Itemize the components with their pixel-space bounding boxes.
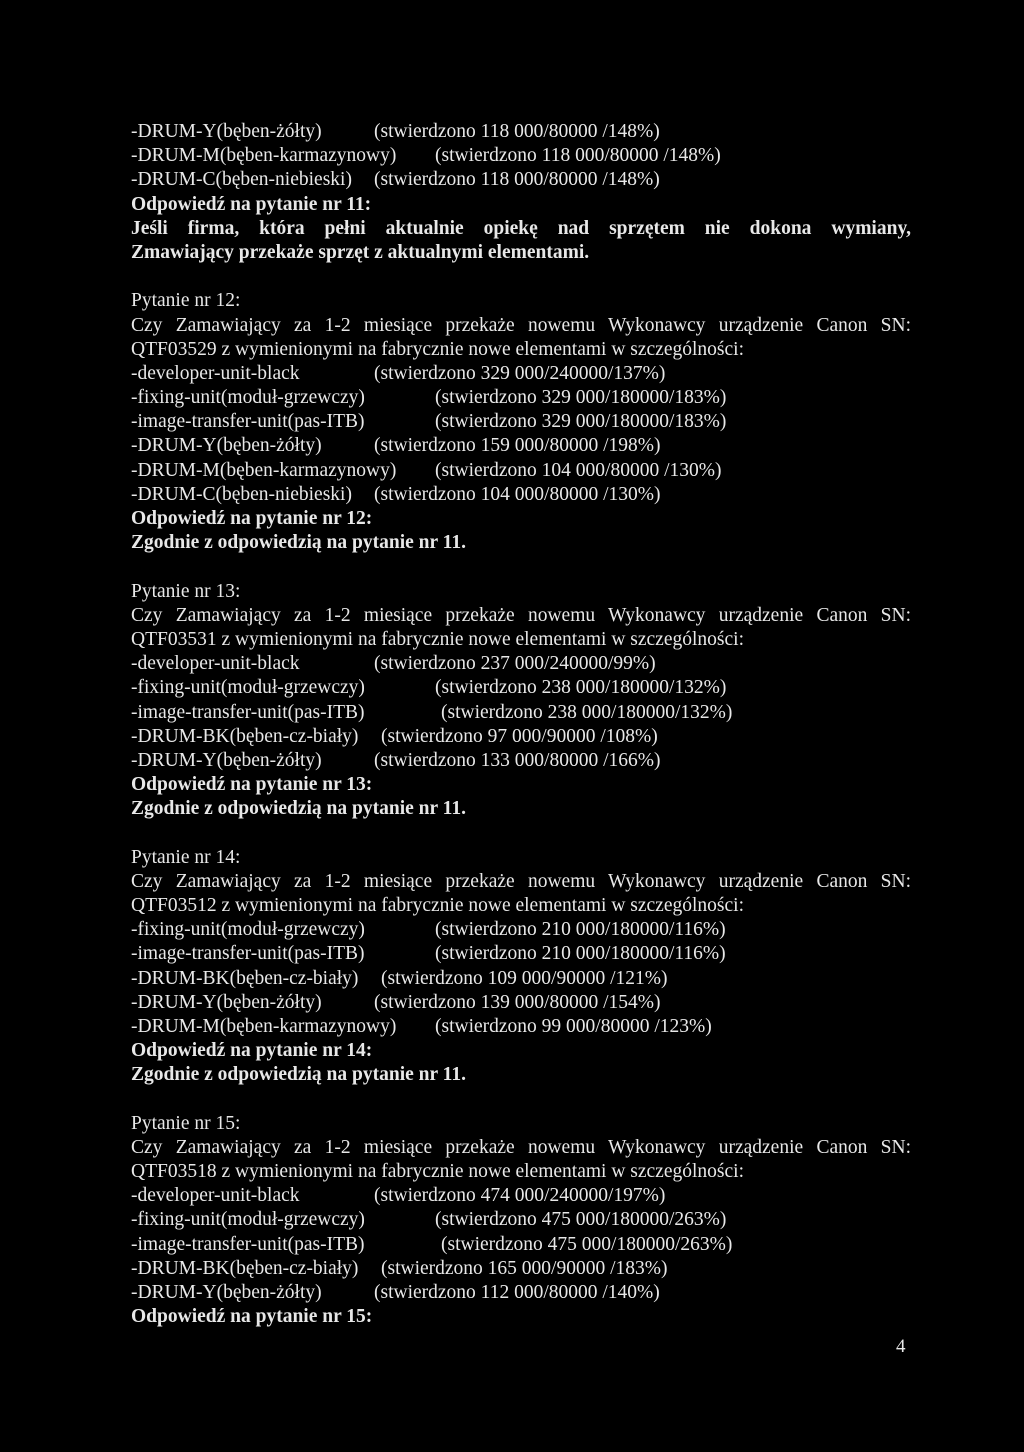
part-status: (stwierdzono 210 000/180000/116%): [435, 943, 726, 965]
part-line: [131, 652, 911, 676]
question-text: Czy Zamawiający za 1-2 miesiące przekaże nowemu Wykonawcy urządzenie Canon SN:: [131, 314, 911, 336]
question-13: [131, 580, 911, 822]
part-name: -developer-unit-black: [131, 1185, 300, 1207]
part-line: [131, 1257, 911, 1281]
answer-label: Odpowiedź na pytanie nr 14:: [131, 1040, 373, 1062]
part-status: (stwierdzono 104 000/80000 /130%): [374, 483, 661, 505]
part-line: [131, 942, 911, 966]
part-name: -image-transfer-unit(pas-ITB): [131, 701, 365, 723]
answer-text: Zgodnie z odpowiedzią na pytanie nr 11.: [131, 798, 466, 820]
document-page: [131, 120, 911, 1329]
part-name: -fixing-unit(moduł-grzewczy): [131, 1209, 365, 1231]
part-status: (stwierdzono 329 000/240000/137%): [374, 362, 666, 384]
part-status: (stwierdzono 237 000/240000/99%): [374, 653, 656, 675]
part-name: -DRUM-BK(bęben-cz-biały): [131, 967, 359, 989]
answer-text: Zgodnie z odpowiedzią na pytanie nr 11.: [131, 532, 466, 554]
part-name: -DRUM-Y(bęben-żółty): [131, 991, 322, 1013]
answer-text: Zgodnie z odpowiedzią na pytanie nr 11.: [131, 1064, 466, 1086]
page-number: 4: [896, 1336, 906, 1357]
part-status: (stwierdzono 475 000/180000/263%): [435, 1209, 727, 1231]
question-text: Czy Zamawiający za 1-2 miesiące przekaże nowemu Wykonawcy urządzenie Canon SN:: [131, 1136, 911, 1158]
part-status: (stwierdzono 97 000/90000 /108%): [381, 725, 658, 747]
part-line: [131, 434, 911, 458]
question-text: QTF03529 z wymienionymi na fabrycznie nowe elementami w szczególności:: [131, 338, 744, 360]
part-line: [131, 991, 911, 1015]
part-line: [131, 1281, 911, 1305]
part-status: (stwierdzono 238 000/180000/132%): [435, 677, 727, 699]
question-14: [131, 846, 911, 1088]
part-line: [131, 483, 911, 507]
part-status: (stwierdzono 109 000/90000 /121%): [381, 967, 668, 989]
answer-label: Odpowiedź na pytanie nr 13:: [131, 774, 373, 796]
part-status: (stwierdzono 474 000/240000/197%): [374, 1185, 666, 1207]
part-name: -fixing-unit(moduł-grzewczy): [131, 919, 365, 941]
part-status: (stwierdzono 139 000/80000 /154%): [374, 991, 661, 1013]
question-title: Pytanie nr 12:: [131, 290, 241, 312]
part-line: [131, 386, 911, 410]
part-name: -DRUM-Y(bęben-żółty): [131, 749, 322, 771]
part-status: (stwierdzono 118 000/80000 /148%): [374, 169, 660, 191]
part-line: [131, 1184, 911, 1208]
question-title: Pytanie nr 13:: [131, 580, 241, 602]
question-text: Czy Zamawiający za 1-2 miesiące przekaże nowemu Wykonawcy urządzenie Canon SN:: [131, 604, 911, 626]
part-line: [131, 410, 911, 434]
part-line: [131, 676, 911, 700]
part-name: -DRUM-Y(bęben-żółty): [131, 121, 322, 142]
part-status: (stwierdzono 104 000/80000 /130%): [435, 459, 722, 481]
part-line: [131, 168, 911, 192]
part-line: [131, 459, 911, 483]
question-15: [131, 1112, 911, 1330]
part-status: (stwierdzono 165 000/90000 /183%): [381, 1257, 668, 1279]
part-line: [131, 1015, 911, 1039]
part-name: -developer-unit-black: [131, 653, 300, 675]
part-status: (stwierdzono 118 000/80000 /148%): [374, 121, 660, 142]
part-name: -DRUM-C(bęben-niebieski): [131, 483, 352, 505]
part-name: -DRUM-M(bęben-karmazynowy): [131, 1015, 397, 1037]
question-11-continuation: [131, 120, 911, 265]
part-line: [131, 362, 911, 386]
part-name: -image-transfer-unit(pas-ITB): [131, 1233, 365, 1255]
part-line: [131, 749, 911, 773]
part-name: -DRUM-BK(bęben-cz-biały): [131, 1257, 359, 1279]
part-name: -DRUM-BK(bęben-cz-biały): [131, 725, 359, 747]
part-line: [131, 1233, 911, 1257]
part-name: -image-transfer-unit(pas-ITB): [131, 943, 365, 965]
part-name: -developer-unit-black: [131, 362, 300, 384]
part-status: (stwierdzono 112 000/80000 /140%): [374, 1282, 660, 1303]
part-line: [131, 701, 911, 725]
question-title: Pytanie nr 15:: [131, 1112, 241, 1134]
answer-text: Jeśli firma, która pełni aktualnie opiekę nad sprzętem nie dokona wymiany,: [131, 217, 911, 239]
question-text: QTF03531 z wymienionymi na fabrycznie nowe elementami w szczególności:: [131, 628, 744, 650]
part-name: -DRUM-C(bęben-niebieski): [131, 169, 352, 191]
part-name: -DRUM-M(bęben-karmazynowy): [131, 145, 397, 167]
part-status: (stwierdzono 133 000/80000 /166%): [374, 749, 661, 771]
question-title: Pytanie nr 14:: [131, 846, 241, 868]
part-line: [131, 144, 911, 168]
part-status: (stwierdzono 475 000/180000/263%): [441, 1233, 733, 1255]
part-status: (stwierdzono 210 000/180000/116%): [435, 919, 726, 941]
question-text: Czy Zamawiający za 1-2 miesiące przekaże nowemu Wykonawcy urządzenie Canon SN:: [131, 870, 911, 892]
part-status: (stwierdzono 238 000/180000/132%): [441, 701, 733, 723]
part-name: -DRUM-Y(bęben-żółty): [131, 1282, 322, 1303]
part-name: -fixing-unit(moduł-grzewczy): [131, 677, 365, 699]
part-name: -DRUM-Y(bęben-żółty): [131, 435, 322, 457]
part-status: (stwierdzono 99 000/80000 /123%): [435, 1015, 712, 1037]
answer-label: Odpowiedź na pytanie nr 15:: [131, 1306, 373, 1328]
part-status: (stwierdzono 159 000/80000 /198%): [374, 435, 661, 457]
part-line: [131, 725, 911, 749]
part-status: (stwierdzono 118 000/80000 /148%): [435, 145, 721, 167]
question-12: [131, 289, 911, 555]
answer-label: Odpowiedź na pytanie nr 11:: [131, 193, 372, 215]
question-text: QTF03512 z wymienionymi na fabrycznie nowe elementami w szczególności:: [131, 895, 744, 916]
answer-label: Odpowiedź na pytanie nr 12:: [131, 508, 373, 529]
part-line: [131, 120, 911, 144]
answer-text: Zmawiający przekaże sprzęt z aktualnymi elementami.: [131, 241, 590, 263]
part-status: (stwierdzono 329 000/180000/183%): [435, 411, 727, 433]
part-line: [131, 967, 911, 991]
part-line: [131, 918, 911, 942]
question-text: QTF03518 z wymienionymi na fabrycznie nowe elementami w szczególności:: [131, 1161, 744, 1183]
part-name: -image-transfer-unit(pas-ITB): [131, 411, 365, 433]
part-name: -DRUM-M(bęben-karmazynowy): [131, 459, 397, 481]
part-line: [131, 1208, 911, 1232]
part-status: (stwierdzono 329 000/180000/183%): [435, 387, 727, 409]
part-name: -fixing-unit(moduł-grzewczy): [131, 387, 365, 409]
